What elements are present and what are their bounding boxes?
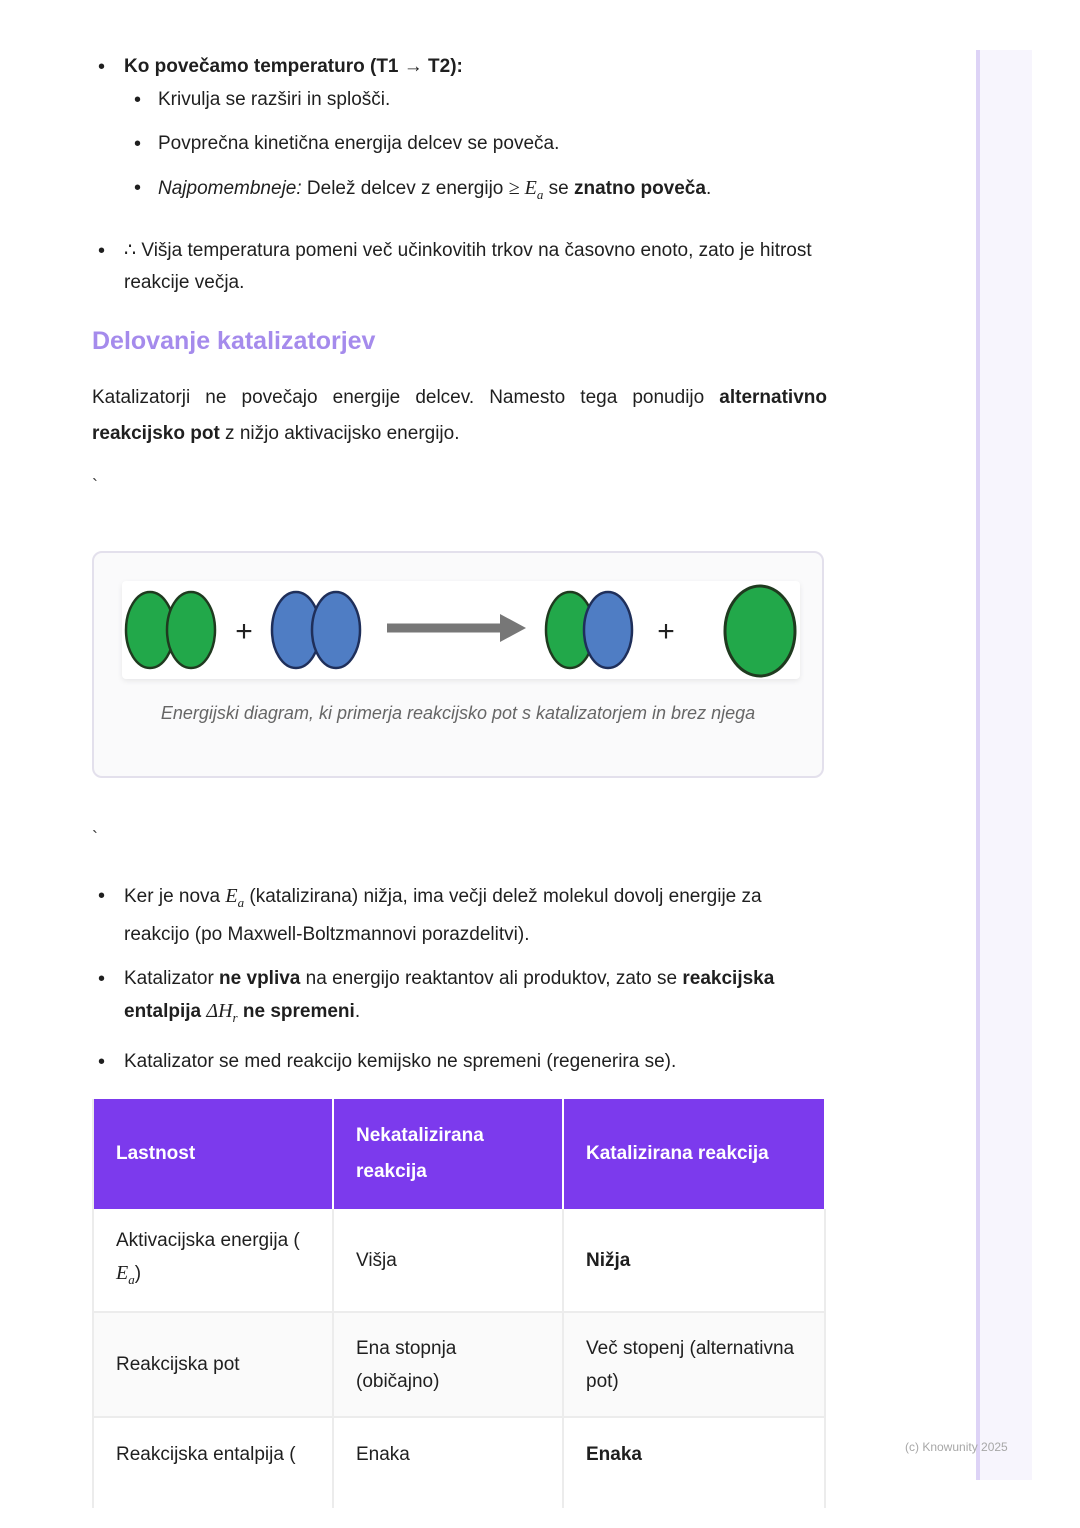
temperature-bullet [92, 50, 832, 84]
ea-symbol: $E_a$ [225, 885, 245, 910]
cell-property: Aktivacijska energija ( $E_a$) [93, 1209, 333, 1312]
catalyst-bullet-2: • Katalizator ne vpliva na energijo reaktantov ali produktov, zato se reakcijska entalpija $\Delta H_r$ ne spremeni. [92, 963, 824, 1034]
conclusion-bullet: • ∴ Višja temperatura pomeni več učinkovitih trkov na časovno enoto, zato je hitrost reakcije večja. [92, 235, 824, 299]
cell-uncatalyzed: Višja [333, 1209, 563, 1312]
cell-uncatalyzed: Ena stopnja (običajno) [333, 1312, 563, 1417]
cell-property: Reakcijska entalpija ( [93, 1417, 333, 1508]
delta-h-symbol: $\Delta H_r$ [206, 1000, 238, 1025]
copyright: (c) Knowunity 2025 [905, 1440, 1008, 1454]
energy-symbol: ≥ $E_a$ [508, 177, 544, 202]
key-prefix: Najpomembneje: [158, 178, 302, 199]
cell-catalyzed: Nižja [563, 1209, 825, 1312]
temperature-section [92, 50, 832, 299]
catalyst-bullet-3: • Katalizator se med reakcijo kemijsko ne spremeni (regenerira se). [92, 1046, 832, 1078]
sub-bullet-3: • Najpomembneje: Delež delcev z energijo ≥ $E_a$ se znatno poveča. [92, 172, 832, 211]
reactant2-right-sphere [312, 592, 360, 668]
reactant1-right-sphere [167, 592, 215, 668]
table-header-row [93, 1099, 825, 1209]
catalyst-paragraph: Katalizatorji ne povečajo energije delcev. Namesto tega ponudijo alternativno reakcijsko pot z nižjo aktivacijsko energijo. [92, 387, 827, 444]
catalyst-bullet-1: • Ker je nova $E_a$ (katalizirana) nižja, ima večji delež molekul dovolj energije za reakcijo (po Maxwell-Boltzmannovi porazdelitvi). [92, 880, 824, 951]
cell-uncatalyzed: Enaka [333, 1417, 563, 1508]
sub-bullet-1: • Krivulja se razširi in splošči. [92, 84, 832, 116]
reaction-arrow-head [500, 614, 526, 642]
stray-backtick-1: ` [92, 476, 98, 496]
product2-green-sphere [725, 586, 795, 676]
cell-property: Reakcijska pot [93, 1312, 333, 1417]
section-heading-catalysts: Delovanje katalizatorjev [92, 327, 376, 355]
header-uncatalyzed: Nekatalizirana reakcija [333, 1099, 563, 1209]
comparison-table [92, 1099, 826, 1508]
cell-catalyzed: Enaka [563, 1417, 825, 1508]
header-catalyzed: Katalizirana reakcija [563, 1099, 825, 1209]
header-property: Lastnost [93, 1099, 333, 1209]
right-sidebar [976, 50, 1032, 1480]
cell-catalyzed: Več stopenj (alternativna pot) [563, 1312, 825, 1417]
table-row [93, 1417, 825, 1508]
plus-sign-1: + [235, 615, 253, 648]
stray-backtick-2: ` [92, 828, 98, 848]
figure-image [122, 581, 800, 679]
table-row [93, 1209, 825, 1312]
reaction-diagram [122, 581, 800, 679]
plus-sign-2: + [657, 615, 675, 648]
catalyst-bullets [92, 880, 832, 1090]
sub-bullet-2: • Povprečna kinetična energija delcev se poveča. [92, 128, 832, 160]
temperature-heading: Ko povečamo temperaturo (T1 → T2): [124, 56, 463, 77]
reaction-figure [92, 551, 824, 778]
figure-caption: Energijski diagram, ki primerja reakcijsko pot s katalizatorjem in brez njega [160, 703, 756, 723]
product1-blue-sphere [584, 592, 632, 668]
table-row [93, 1312, 825, 1417]
sidebar-accent-line [976, 50, 980, 1480]
